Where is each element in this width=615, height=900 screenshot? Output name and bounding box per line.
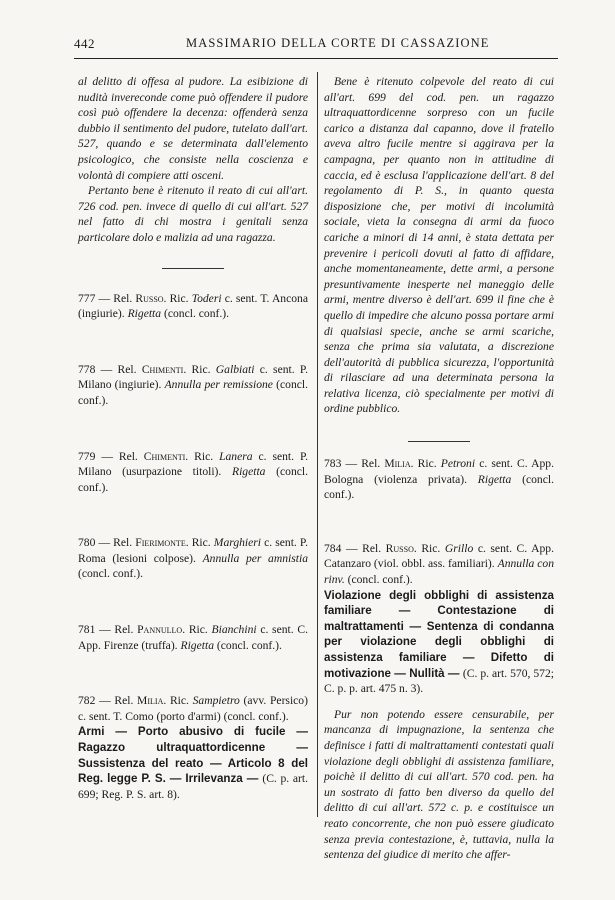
spacer	[324, 503, 554, 541]
header-rule	[74, 58, 558, 59]
entry-779: 779 — Rel. Chimenti. Ric. Lanera c. sent. P. Milano (usurpazione titoli). Rigetta (concl. conf.).	[78, 449, 309, 494]
heading-784: Violazione degli obblighi di assistenza familiare — Contestazione di maltrattamenti — Sentenza di condanna per violazione degli obblighi di assistenza familiare — Difetto di motivazione — Nullità — (C. p. art. 570, 572; C. p. p. art. 475 n. 3).	[324, 588, 554, 696]
heading-782: Armi — Porto abusivo di fucile — Ragazzo ultraquattordicenne — Sussistenza del reato — Articolo 8 del Reg. legge P. S. — Irrilevanza — (C. p. art. 699; Reg. P. S. art. 8).	[78, 725, 308, 801]
spacer	[78, 582, 308, 622]
spacer	[78, 409, 308, 449]
spacer	[324, 697, 554, 707]
page-number: 442	[74, 36, 95, 51]
right-paragraph-2: Pur non potendo essere censurabile, per mancanza di impugnazione, la sentenza che definisce i fatti di maltrattamenti contestati quali violazione degli obblighi di assistenza familiare, poichè il delitto di cui all'art. 570 cod. pen. ha un sostrato di fatto ben diverso da quello del delitto di cui all'art. 572 c. p. e costituisce un reato concorrente, che non può essere giudicato senza previa contestazione, è, tuttavia, nulla la sentenza del giudice di merito che affer-	[324, 707, 554, 862]
spacer	[78, 495, 308, 535]
entry-781: 781 — Rel. Pannullo. Ric. Bianchini c. sent. C. App. Firenze (truffa). Rigetta (concl. conf.).	[78, 623, 308, 652]
spacer	[78, 322, 308, 362]
left-paragraph-1: al delitto di offesa al pudore. La esibizione di nudità invereconde come può offendere il pudore così può offendere la decenza: offenderà senza dubbio il sentimento del pudore, tutelato dall'art. 527, quando e se determinata dall'elemento psicologico, che consiste nella coscienza e volontà di compiere atti osceni.	[78, 75, 308, 182]
entry-778: 778 — Rel. Chimenti. Ric. Galbiati c. sent. P. Milano (ingiurie). Annulla per remissione (concl. conf.).	[78, 362, 309, 407]
entry-782: 782 — Rel. Milia. Ric. Sampietro (avv. Persico) c. sent. T. Como (porto d'armi) (concl. conf.).	[78, 694, 308, 723]
left-column	[78, 74, 308, 802]
entry-777: 777 — Rel. Russo. Ric. Toderi c. sent. T. Ancona (ingiurie). Rigetta (concl. conf.).	[78, 291, 308, 321]
separator	[162, 268, 224, 269]
column-divider	[317, 72, 318, 817]
right-paragraph-1: Bene è ritenuto colpevole del reato di cui all'art. 699 del cod. pen. un ragazzo ultraquattordicenne sorpreso con un fucile carico a distanza dal capanno, dove il fratello aveva altro fucile mentre si aggirava per la campagna, per quanto non in attitudine di caccia, ed è esclusa l'applicazione dell'art. 8 del regolamento di P. S., in quanto questa disposizione che, per motivi di incolumità sociale, vieta la consegna di armi da fuoco cariche a minori di 14 anni, è stata dettata per prevenire i pericoli dovuti al fatto di affidare, anche momentaneamente, dette armi, a persone presuntivamente inesperte nel maneggio delle armi, mentre diverso è dell'art. 699 il fine che è quello di impedire che alcuno possa portare armi di qualsiasi specie, anche se armi scariche, senza che prima sia valutata, a discrezione dell'autorità di pubblica sicurezza, l'opportunità di rilasciare ad una determinata persona la relativa licenza, ciò specialmente per motivi di ordine pubblico.	[324, 75, 554, 416]
running-head: MASSIMARIO DELLA CORTE DI CASSAZIONE	[186, 36, 490, 50]
entry-783: 783 — Rel. Milia. Ric. Petroni c. sent. C. App. Bologna (violenza privata). Rigetta (concl. conf.).	[324, 457, 554, 502]
left-paragraph-2: Pertanto bene è ritenuto il reato di cui all'art. 726 cod. pen. invece di quello di cui all'art. 527 nel fatto di chi mostra i genitali senza particolare dolo e malizia ad una ragazza.	[78, 184, 308, 244]
separator	[408, 441, 470, 442]
entry-784: 784 — Rel. Russo. Ric. Grillo c. sent. C. App. Catanzaro (viol. obbl. ass. familiari). Annulla con rinv. (concl. conf.).	[324, 541, 554, 587]
page-header	[74, 36, 558, 56]
spacer	[78, 653, 308, 693]
right-column	[324, 74, 554, 863]
entry-780: 780 — Rel. Fierimonte. Ric. Marghieri c. sent. P. Roma (lesioni colpose). Annulla per amnistia (concl. conf.).	[78, 536, 308, 581]
